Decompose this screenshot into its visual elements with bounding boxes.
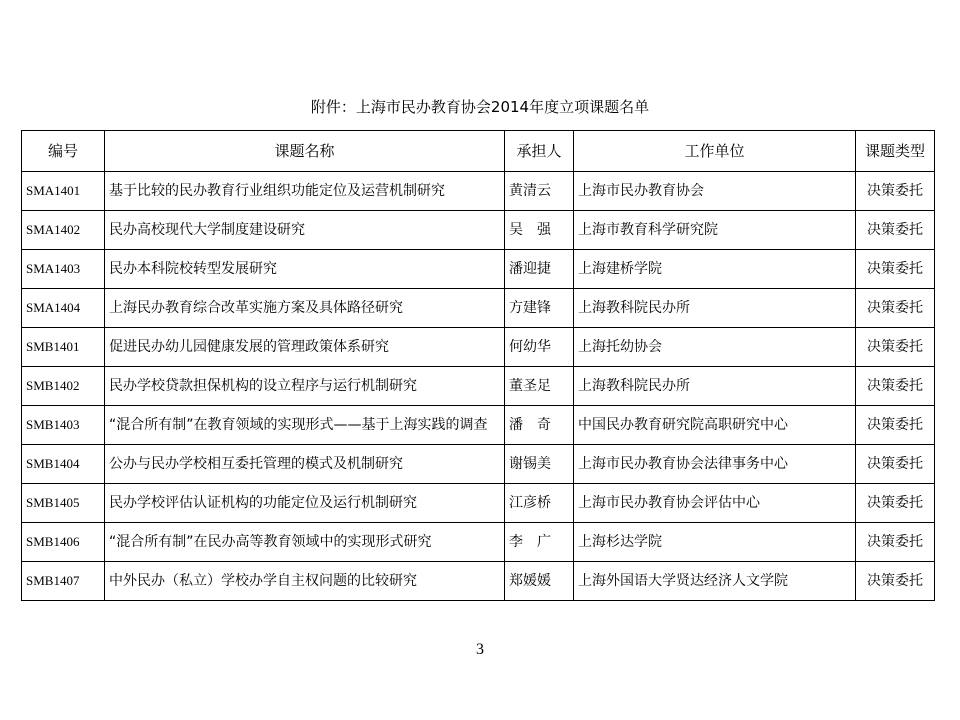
project-topic-cell: 促进民办幼儿园健康发展的管理政策体系研究 bbox=[105, 328, 505, 367]
table-header bbox=[22, 131, 935, 172]
table-body bbox=[22, 172, 935, 601]
table-row bbox=[22, 211, 935, 250]
table-row bbox=[22, 523, 935, 562]
project-type-cell: 决策委托 bbox=[856, 562, 935, 601]
project-unit-cell: 上海市民办教育协会评估中心 bbox=[574, 484, 856, 523]
project-id-cell: SMB1405 bbox=[22, 484, 105, 523]
project-type-cell: 决策委托 bbox=[856, 484, 935, 523]
project-person-cell: 潘 奇 bbox=[505, 406, 574, 445]
project-table bbox=[21, 130, 935, 601]
project-person-cell: 方建锋 bbox=[505, 289, 574, 328]
project-type-cell: 决策委托 bbox=[856, 211, 935, 250]
header-unit: 工作单位 bbox=[574, 131, 856, 172]
header-person: 承担人 bbox=[505, 131, 574, 172]
project-type-cell: 决策委托 bbox=[856, 250, 935, 289]
header-topic: 课题名称 bbox=[105, 131, 505, 172]
project-topic-cell: 民办学校评估认证机构的功能定位及运行机制研究 bbox=[105, 484, 505, 523]
table-row bbox=[22, 289, 935, 328]
project-type-cell: 决策委托 bbox=[856, 523, 935, 562]
header-row bbox=[22, 131, 935, 172]
project-unit-cell: 上海外国语大学贤达经济人文学院 bbox=[574, 562, 856, 601]
project-type-cell: 决策委托 bbox=[856, 367, 935, 406]
table-row bbox=[22, 367, 935, 406]
project-person-cell: 谢锡美 bbox=[505, 445, 574, 484]
project-type-cell: 决策委托 bbox=[856, 406, 935, 445]
project-type-cell: 决策委托 bbox=[856, 172, 935, 211]
project-person-cell: 何幼华 bbox=[505, 328, 574, 367]
project-topic-cell: 民办学校贷款担保机构的设立程序与运行机制研究 bbox=[105, 367, 505, 406]
project-id-cell: SMB1403 bbox=[22, 406, 105, 445]
project-id-cell: SMB1404 bbox=[22, 445, 105, 484]
project-unit-cell: 上海教科院民办所 bbox=[574, 367, 856, 406]
project-person-cell: 董圣足 bbox=[505, 367, 574, 406]
project-id-cell: SMB1402 bbox=[22, 367, 105, 406]
project-person-cell: 黄清云 bbox=[505, 172, 574, 211]
project-topic-cell: 上海民办教育综合改革实施方案及具体路径研究 bbox=[105, 289, 505, 328]
project-person-cell: 潘迎捷 bbox=[505, 250, 574, 289]
project-unit-cell: 上海市民办教育协会法律事务中心 bbox=[574, 445, 856, 484]
table-row bbox=[22, 484, 935, 523]
project-id-cell: SMB1401 bbox=[22, 328, 105, 367]
project-unit-cell: 上海托幼协会 bbox=[574, 328, 856, 367]
project-topic-cell: 中外民办（私立）学校办学自主权问题的比较研究 bbox=[105, 562, 505, 601]
project-person-cell: 江彦桥 bbox=[505, 484, 574, 523]
table-row bbox=[22, 250, 935, 289]
project-person-cell: 郑媛媛 bbox=[505, 562, 574, 601]
project-person-cell: 吴 强 bbox=[505, 211, 574, 250]
project-id-cell: SMB1407 bbox=[22, 562, 105, 601]
project-topic-cell: 基于比较的民办教育行业组织功能定位及运营机制研究 bbox=[105, 172, 505, 211]
project-topic-cell: “混合所有制”在教育领域的实现形式——基于上海实践的调查 bbox=[105, 406, 505, 445]
project-id-cell: SMA1402 bbox=[22, 211, 105, 250]
table-row bbox=[22, 328, 935, 367]
header-id: 编号 bbox=[22, 131, 105, 172]
project-unit-cell: 中国民办教育研究院高职研究中心 bbox=[574, 406, 856, 445]
project-unit-cell: 上海市民办教育协会 bbox=[574, 172, 856, 211]
project-type-cell: 决策委托 bbox=[856, 289, 935, 328]
table-row bbox=[22, 445, 935, 484]
project-type-cell: 决策委托 bbox=[856, 445, 935, 484]
project-unit-cell: 上海建桥学院 bbox=[574, 250, 856, 289]
table-row bbox=[22, 406, 935, 445]
project-id-cell: SMB1406 bbox=[22, 523, 105, 562]
project-topic-cell: 民办高校现代大学制度建设研究 bbox=[105, 211, 505, 250]
project-id-cell: SMA1403 bbox=[22, 250, 105, 289]
project-topic-cell: 民办本科院校转型发展研究 bbox=[105, 250, 505, 289]
project-type-cell: 决策委托 bbox=[856, 328, 935, 367]
project-id-cell: SMA1404 bbox=[22, 289, 105, 328]
page-number: 3 bbox=[476, 641, 484, 658]
header-type: 课题类型 bbox=[856, 131, 935, 172]
project-unit-cell: 上海杉达学院 bbox=[574, 523, 856, 562]
project-unit-cell: 上海市教育科学研究院 bbox=[574, 211, 856, 250]
document-title: 附件：上海市民办教育协会2014年度立项课题名单 bbox=[310, 98, 650, 116]
project-topic-cell: “混合所有制”在民办高等教育领域中的实现形式研究 bbox=[105, 523, 505, 562]
project-person-cell: 李 广 bbox=[505, 523, 574, 562]
table-row bbox=[22, 172, 935, 211]
project-unit-cell: 上海教科院民办所 bbox=[574, 289, 856, 328]
project-topic-cell: 公办与民办学校相互委托管理的模式及机制研究 bbox=[105, 445, 505, 484]
table-row bbox=[22, 562, 935, 601]
project-id-cell: SMA1401 bbox=[22, 172, 105, 211]
